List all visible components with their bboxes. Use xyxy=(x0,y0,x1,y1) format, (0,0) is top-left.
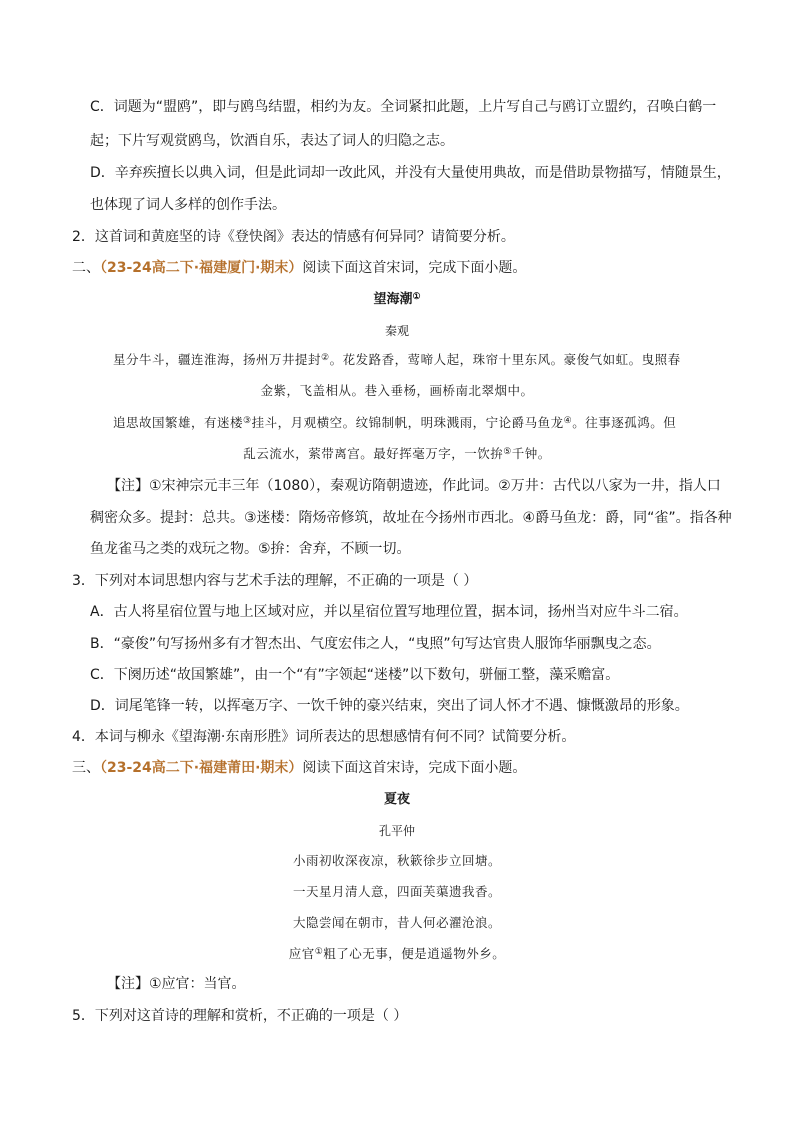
q1-option-d-line1: D．辛弃疾擅长以典入词，但是此词却一改此风，并没有大量使用典故，而是借助景物描写，情随景生， xyxy=(90,165,731,181)
poem-1-notes-line-1: 【注】①宋神宗元丰三年（1080），秦观访隋朝遗迹，作此词。②万井：古代以八家为一井，指人口 xyxy=(107,478,721,494)
poem-1-line-1-part-b: 。花发路香，莺啼人起，珠帘十里东风。豪俊气如虹。曳照春 xyxy=(329,352,681,367)
section-2-heading xyxy=(72,258,526,278)
poem-2-note: 【注】①应官：当官。 xyxy=(107,976,246,992)
poem-2-note-1-marker: ① xyxy=(314,947,324,957)
poem-1-note-2-marker: ② xyxy=(321,353,330,363)
poem-2-line-4-part-a: 应官 xyxy=(288,946,315,961)
section-3-prefix: 三、 xyxy=(72,760,100,776)
poem-1-title xyxy=(0,290,794,310)
poem-2-line-3: 大隐尝闻在朝市，昔人何必濯沧浪。 xyxy=(292,915,501,930)
poem-1-title-text: 望海潮 xyxy=(373,292,413,307)
poem-1-note-3-marker: ③ xyxy=(243,416,252,426)
section-2-source: （23-24高二下·福建厦门·期末） xyxy=(100,260,303,276)
poem-2-author: 孔平仲 xyxy=(378,824,415,838)
poem-1-line-3 xyxy=(113,413,676,433)
q1-option-c-line2: 起；下片写观赏鸥鸟，饮酒自乐，表达了词人的归隐之志。 xyxy=(90,133,454,149)
section-2-instruction: 阅读下面这首宋词，完成下面小题。 xyxy=(302,260,527,276)
question-4: 4．本词与柳永《望海潮·东南形胜》词所表达的思想感情有何不同？试简要分析。 xyxy=(72,729,576,745)
poem-2-title: 夏夜 xyxy=(383,792,410,807)
poem-2-line-4 xyxy=(0,944,794,964)
q1-option-c-line1: C．词题为“盟鸥”，即与鸥鸟结盟，相约为友。全词紧扣此题，上片写自己与鸥订立盟约，召唤白鹤一 xyxy=(90,99,717,115)
poem-1-line-3-part-a: 追思故国繁雄，有迷楼 xyxy=(113,415,244,430)
section-3-source: （23-24高二下·福建莆田·期末） xyxy=(100,760,303,776)
question-3-option-b: B．“豪俊”句写扬州多有才智杰出、气度宏伟之人，“曳照”句写达官贵人服饰华丽飘曳之态。 xyxy=(90,636,661,652)
q1-option-d-line2: 也体现了词人多样的创作手法。 xyxy=(90,197,286,213)
poem-1-note-4-marker: ④ xyxy=(563,416,573,426)
poem-1-line-1 xyxy=(113,350,681,370)
poem-1-author: 秦观 xyxy=(384,324,409,338)
poem-1-line-1-part-a: 星分牛斗，疆连淮海，扬州万井提封 xyxy=(113,352,322,367)
section-3-instruction: 阅读下面这首宋诗，完成下面小题。 xyxy=(302,760,527,776)
question-5: 5．下列对这首诗的理解和赏析，不正确的一项是（ ） xyxy=(72,1008,408,1024)
poem-1-line-4-part-b: 千钟。 xyxy=(511,446,551,461)
poem-1-note-5-marker: ⑤ xyxy=(503,447,512,457)
question-3: 3．下列对本词思想内容与艺术手法的理解，不正确的一项是（ ） xyxy=(72,573,478,589)
poem-2-line-4-part-b: 粗了心无事，便是逍遥物外乡。 xyxy=(323,946,506,961)
poem-1-notes-line-2: 稠密众多。提封：总共。③迷楼：隋炀帝修筑，故址在今扬州市西北。④爵马鱼龙：爵，同“雀”。指各种 xyxy=(90,510,732,526)
poem-1-line-3-part-c: 。往事逐孤鸿。但 xyxy=(572,415,677,430)
poem-2-line-2: 一天星月清人意，四面芙蕖遗我香。 xyxy=(292,884,501,899)
question-3-option-a: A．古人将星宿位置与地上区域对应，并以星宿位置写地理位置，据本词，扬州当对应牛斗二宿。 xyxy=(90,604,688,620)
question-3-option-c: C．下阕历述“故国繁雄”，由一个“有”字领起“迷楼”以下数句，骈俪工整，藻采赡富。 xyxy=(90,667,620,683)
question-3-option-d: D．词尾笔锋一转，以挥毫万字、一饮千钟的豪兴结束，突出了词人怀才不遇、慷慨激昂的形象。 xyxy=(90,698,689,714)
poem-2-line-1: 小雨初收深夜凉，秋簌徐步立回塘。 xyxy=(292,853,501,868)
section-2-prefix: 二、 xyxy=(72,260,100,276)
poem-1-line-2: 金紫，飞盖相从。巷入垂杨，画桥南北翠烟中。 xyxy=(260,383,534,398)
poem-1-title-note: ① xyxy=(412,292,421,302)
poem-1-line-3-part-b: 挂斗，月观横空。纹锦制帆，明珠溅雨，宁论爵马鱼龙 xyxy=(251,415,564,430)
section-3-heading xyxy=(72,758,526,778)
question-2: 2．这首词和黄庭坚的诗《登快阁》表达的情感有何异同？请简要分析。 xyxy=(72,229,515,245)
poem-1-line-4 xyxy=(0,444,794,464)
poem-1-notes-line-3: 鱼龙雀马之类的戏玩之物。⑤拚：舍弃，不顾一切。 xyxy=(90,541,411,557)
poem-1-line-4-part-a: 乱云流水，萦带离宫。最好挥毫万字，一饮拚 xyxy=(243,446,504,461)
